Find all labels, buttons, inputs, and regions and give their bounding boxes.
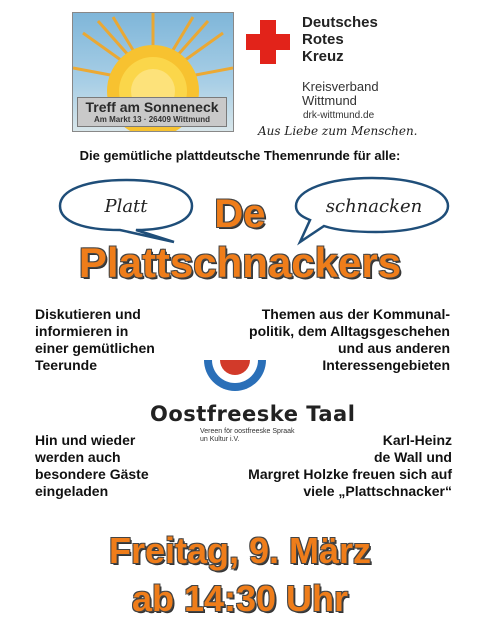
organization-name-line: Rotes	[302, 31, 344, 48]
intro-text: Die gemütliche plattdeutsche Themenrunde für alle:	[79, 148, 401, 163]
red-cross-icon	[246, 20, 290, 64]
text-line: de Wall und	[373, 449, 452, 465]
left-text-block-2	[35, 432, 225, 500]
bowl-icon	[200, 352, 270, 400]
venue-logo	[72, 12, 234, 132]
kreisverband-line: Wittmund	[302, 93, 357, 108]
organization-name	[302, 14, 378, 65]
venue-title: Treff am Sonneneck	[85, 99, 219, 115]
text-line: eingeladen	[35, 483, 109, 499]
organization-website: drk-wittmund.de	[303, 110, 375, 121]
left-text-block	[35, 306, 225, 374]
text-line: Diskutieren und	[35, 306, 141, 322]
right-text-block-2	[212, 432, 452, 500]
text-line: informieren in	[35, 323, 129, 339]
speech-bubble-left: Platt	[104, 196, 148, 217]
text-line: Interessengebieten	[322, 357, 450, 373]
speech-bubble-right: schnacken	[325, 196, 423, 217]
title-line-1: De	[214, 192, 266, 236]
partner-subtitle-line: un Kultur i.V.	[200, 436, 240, 443]
partner-subtitle-line: Vereen för oostfreeske Spraak	[200, 428, 295, 435]
text-line: Margret Holzke freuen sich auf	[248, 466, 452, 482]
text-line: Teerunde	[35, 357, 97, 373]
text-line: Karl-Heinz	[382, 432, 452, 448]
text-line: einer gemütlichen	[35, 340, 155, 356]
kreisverband	[302, 80, 379, 108]
text-line: und aus anderen	[337, 340, 450, 356]
event-time: ab 14:30 Uhr	[131, 578, 349, 619]
text-line: Hin und wieder	[35, 432, 136, 448]
venue-address: Am Markt 13 · 26409 Wittmund	[94, 115, 210, 124]
organization-slogan: Aus Liebe zum Menschen.	[258, 124, 418, 138]
text-line: besondere Gäste	[35, 466, 149, 482]
event-date: Freitag, 9. März	[108, 530, 372, 571]
text-line: werden auch	[35, 449, 121, 465]
text-line: politik, dem Alltagsgeschehen	[249, 323, 450, 339]
title-line-2: Plattschnackers	[78, 239, 402, 286]
text-line: Themen aus der Kommunal-	[261, 306, 450, 322]
kreisverband-line: Kreisverband	[302, 79, 379, 94]
organization-name-line: Deutsches	[302, 14, 378, 31]
venue-plate	[77, 97, 227, 127]
organization-name-line: Kreuz	[302, 48, 344, 65]
text-line: viele „Plattschnacker“	[303, 483, 452, 499]
partner-name: Oostfreeske Taal	[150, 402, 356, 426]
